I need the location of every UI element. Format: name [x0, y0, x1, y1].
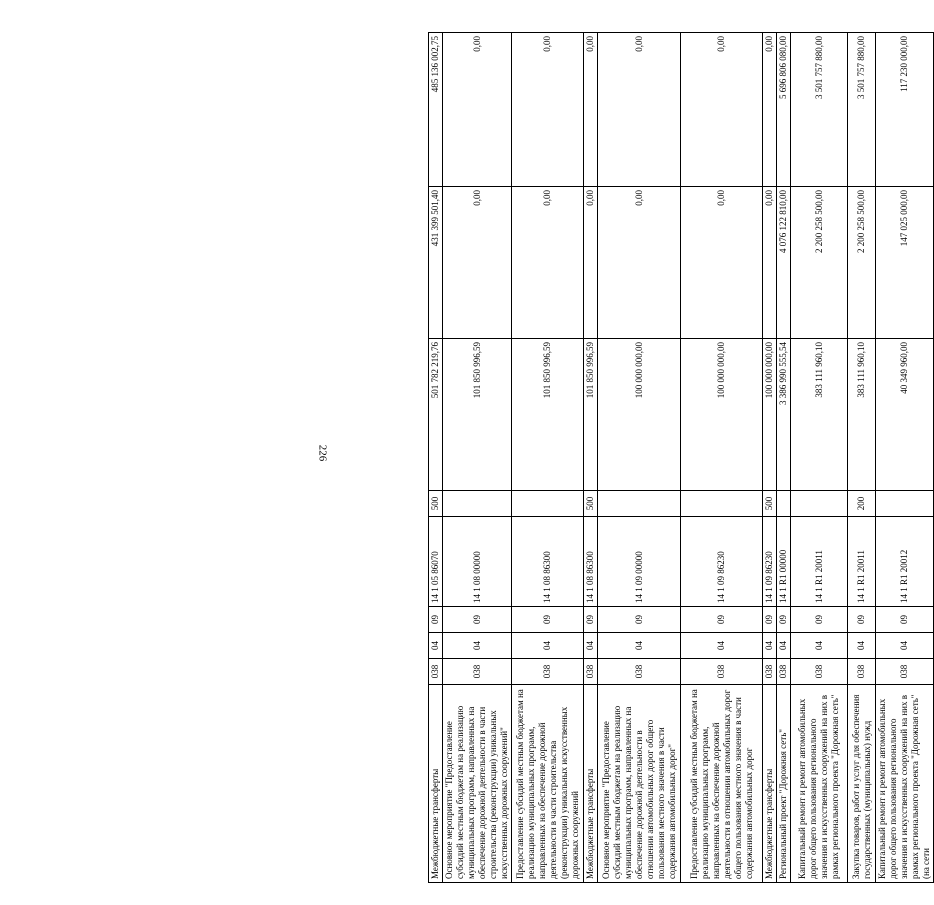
row-gr: 038: [848, 659, 876, 685]
row-vr: [598, 491, 681, 517]
row-rz: 04: [848, 633, 876, 659]
row-pr: 09: [876, 607, 934, 633]
row-sum-1: 100 000 000,00: [763, 339, 777, 491]
row-gr: 038: [598, 659, 681, 685]
row-gr: 038: [584, 659, 598, 685]
table-row: [429, 33, 443, 883]
row-sum-1: 101 850 996,59: [443, 339, 512, 491]
row-gr: 038: [512, 659, 584, 685]
row-sum-3: 0,00: [681, 33, 763, 187]
row-sum-2: 2 200 258 500,00: [848, 187, 876, 339]
page-number-text: 226: [316, 444, 328, 461]
row-rz: 04: [763, 633, 777, 659]
row-sum-1: 101 850 996,59: [512, 339, 584, 491]
row-sum-2: 0,00: [598, 187, 681, 339]
row-sum-3: 485 136 002,75: [429, 33, 443, 187]
row-gr: 038: [777, 659, 791, 685]
row-rz: 04: [876, 633, 934, 659]
row-csr: 14 1 08 86300: [512, 517, 584, 607]
row-sum-1: 383 111 960,10: [791, 339, 848, 491]
row-rz: 04: [681, 633, 763, 659]
row-sum-1: 3 386 990 555,54: [777, 339, 791, 491]
row-sum-2: 0,00: [681, 187, 763, 339]
row-csr: 14 1 R1 00000: [777, 517, 791, 607]
row-gr: 038: [443, 659, 512, 685]
row-rz: 04: [429, 633, 443, 659]
row-sum-3: 117 230 000,00: [876, 33, 934, 187]
row-vr: [791, 491, 848, 517]
table-row: [584, 33, 598, 883]
row-sum-3: 0,00: [443, 33, 512, 187]
row-sum-1: 100 000 000,00: [681, 339, 763, 491]
row-name: Закупка товаров, работ и услуг для обеспечения государственных (муниципальных) нужд: [848, 685, 876, 883]
row-rz: 04: [512, 633, 584, 659]
row-sum-3: 5 696 806 080,00: [777, 33, 791, 187]
row-csr: 14 1 R1 20012: [876, 517, 934, 607]
row-name: Предоставление субсидий местным бюджетам на реализацию муниципальных программ, направленных на обеспечение дорожной деятельности в отношении автомобильных дорог общего пользования местного значения в части содержания автомобильных дорог: [681, 685, 763, 883]
row-rz: 04: [443, 633, 512, 659]
row-gr: 038: [681, 659, 763, 685]
rotated-table-container: [428, 33, 931, 883]
row-vr: [876, 491, 934, 517]
row-sum-1: 383 111 960,10: [848, 339, 876, 491]
row-gr: 038: [791, 659, 848, 685]
row-pr: 09: [443, 607, 512, 633]
row-csr: 14 1 R1 20011: [791, 517, 848, 607]
row-rz: 04: [584, 633, 598, 659]
row-sum-3: 3 501 757 880,00: [791, 33, 848, 187]
row-vr: [512, 491, 584, 517]
row-sum-1: 501 782 219,76: [429, 339, 443, 491]
table-row: [876, 33, 934, 883]
table-row: [777, 33, 791, 883]
row-pr: 09: [429, 607, 443, 633]
row-name: Основное мероприятие "Предоставление субсидий местным бюджетам на реализацию муниципальных программ, направленных на обеспечение дорожной деятельности в отношении автомобильных дорог общего пользования местного значения в части содержания автомобильных дорог": [598, 685, 681, 883]
row-sum-2: 2 200 258 500,00: [791, 187, 848, 339]
row-sum-3: 0,00: [584, 33, 598, 187]
table-row: [791, 33, 848, 883]
row-pr: 09: [598, 607, 681, 633]
row-csr: 14 1 08 86300: [584, 517, 598, 607]
row-name: Межбюджетные трансферты: [584, 685, 598, 883]
table-row: [681, 33, 763, 883]
row-sum-2: 0,00: [763, 187, 777, 339]
row-sum-2: 147 025 000,00: [876, 187, 934, 339]
row-sum-3: 0,00: [598, 33, 681, 187]
row-sum-3: 0,00: [512, 33, 584, 187]
table-row: [443, 33, 512, 883]
row-name: Предоставление субсидий местным бюджетам на реализацию муниципальных программ, направленных на обеспечение дорожной деятельности в части строительства (реконструкции) уникальных искусственных дорожных сооружений: [512, 685, 584, 883]
row-pr: 09: [848, 607, 876, 633]
row-sum-2: 0,00: [443, 187, 512, 339]
row-name: Капитальный ремонт и ремонт автомобильных дорог общего пользования регионального значения и искусственных сооружений на них в рамках регионального проекта "Дорожная сеть": [791, 685, 848, 883]
table-row: [848, 33, 876, 883]
row-name: Капитальный ремонт и ремонт автомобильных дорог общего пользования регионального значения и искусственных сооружений на них в рамках регионального проекта "Дорожная сеть" (на сети: [876, 685, 934, 883]
row-vr: [777, 491, 791, 517]
row-rz: 04: [791, 633, 848, 659]
row-pr: 09: [763, 607, 777, 633]
row-sum-3: 3 501 757 880,00: [848, 33, 876, 187]
table-row: [763, 33, 777, 883]
row-sum-2: 0,00: [512, 187, 584, 339]
row-sum-1: 40 349 960,00: [876, 339, 934, 491]
row-gr: 038: [763, 659, 777, 685]
row-sum-2: 4 076 122 810,00: [777, 187, 791, 339]
table-row: [512, 33, 584, 883]
row-rz: 04: [777, 633, 791, 659]
row-pr: 09: [777, 607, 791, 633]
row-pr: 09: [584, 607, 598, 633]
row-sum-1: 101 850 996,59: [584, 339, 598, 491]
row-pr: 09: [512, 607, 584, 633]
row-name: Региональный проект "Дорожная сеть": [777, 685, 791, 883]
row-pr: 09: [681, 607, 763, 633]
table-row: [598, 33, 681, 883]
row-vr: 500: [429, 491, 443, 517]
row-gr: 038: [876, 659, 934, 685]
row-csr: 14 1 R1 20011: [848, 517, 876, 607]
row-name: Межбюджетные трансферты: [763, 685, 777, 883]
row-gr: 038: [429, 659, 443, 685]
row-csr: 14 1 09 86230: [681, 517, 763, 607]
row-vr: 500: [584, 491, 598, 517]
row-sum-2: 0,00: [584, 187, 598, 339]
page-number: [307, 0, 337, 905]
row-rz: 04: [598, 633, 681, 659]
row-name: Основное мероприятие "Предоставление субсидий местным бюджетам на реализацию муниципальных программ, направленных на обеспечение дорожной деятельности в части строительства (реконструкции) уникальных искусственных дорожных сооружений": [443, 685, 512, 883]
row-csr: 14 1 08 00000: [443, 517, 512, 607]
row-vr: 200: [848, 491, 876, 517]
row-sum-1: 100 000 000,00: [598, 339, 681, 491]
row-pr: 09: [791, 607, 848, 633]
row-sum-3: 0,00: [763, 33, 777, 187]
budget-table: [428, 32, 934, 883]
row-vr: [443, 491, 512, 517]
row-vr: [681, 491, 763, 517]
row-csr: 14 1 09 86230: [763, 517, 777, 607]
row-csr: 14 1 05 86070: [429, 517, 443, 607]
row-name: Межбюджетные трансферты: [429, 685, 443, 883]
row-vr: 500: [763, 491, 777, 517]
row-csr: 14 1 09 00000: [598, 517, 681, 607]
row-sum-2: 431 399 501,40: [429, 187, 443, 339]
